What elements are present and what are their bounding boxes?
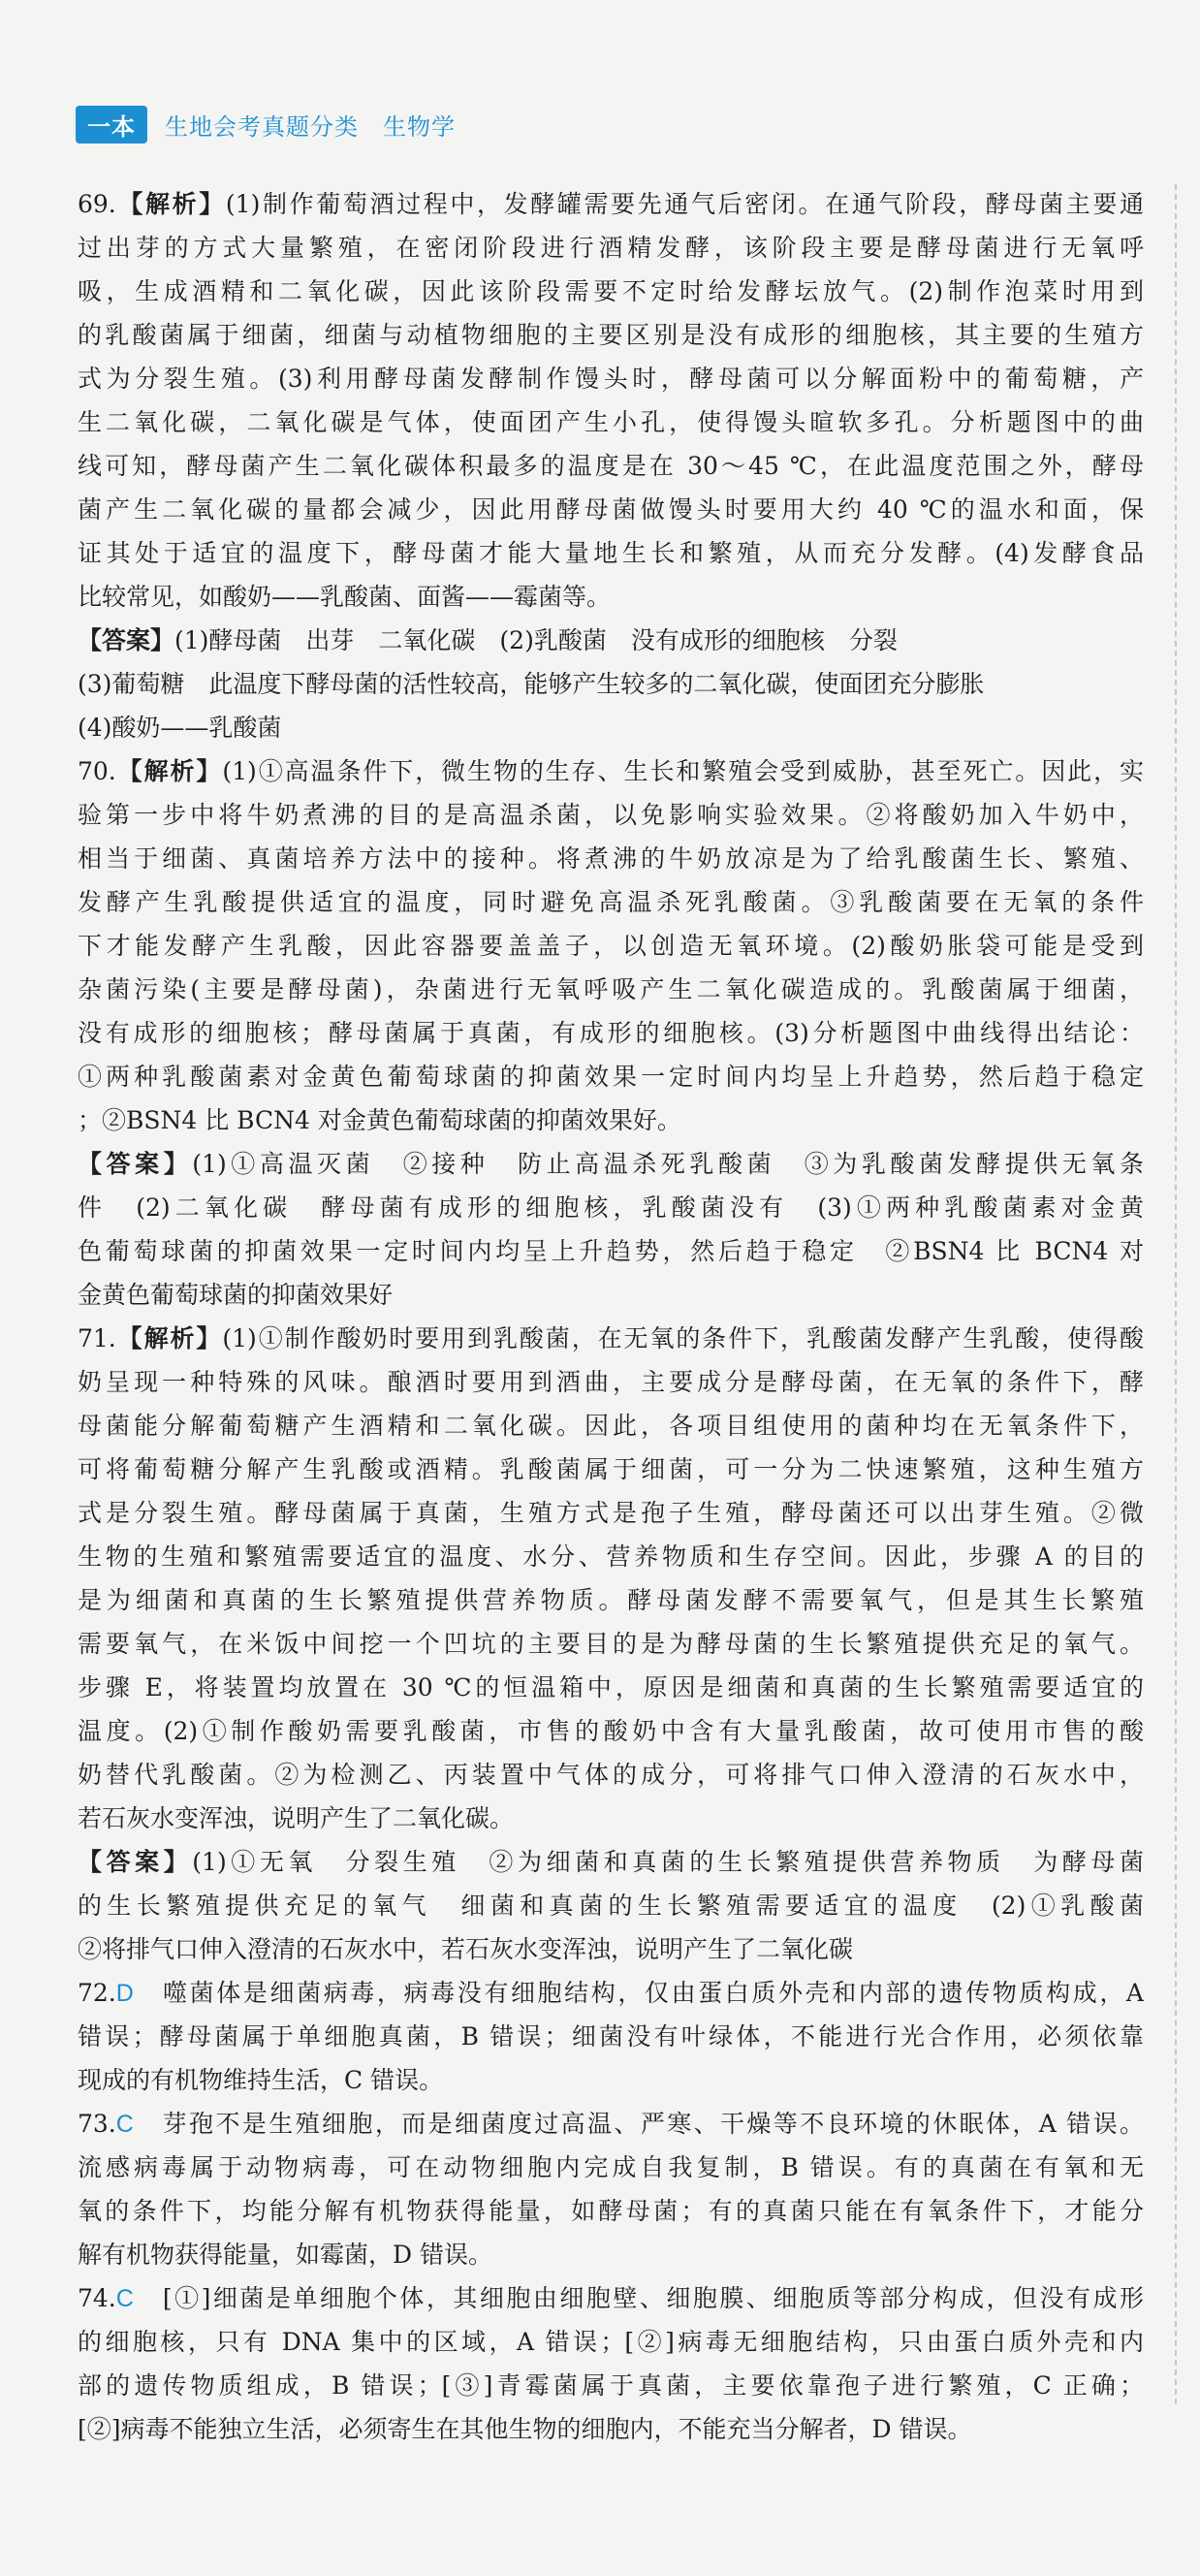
answer-line: 【答案】(1)①高温灭菌 ②接种 防止高温杀死乳酸菌 ③为乳酸菌发酵提供无氧条 [78,1150,1144,1178]
dashed-margin-line [1175,184,1177,2404]
answer-content [78,182,1144,2451]
analysis-line: 可将葡萄糖分解产生乳酸或酒精。乳酸菌属于细菌，可一分为二快速繁殖，这种生殖方 [78,1455,1144,1483]
answer-line: 部的遗传物质组成，B 错误；[③]青霉菌属于真菌，主要依靠孢子进行繁殖，C 正确； [78,2371,1144,2400]
question-73 [78,2102,1144,2276]
question-74 [78,2276,1144,2451]
answer-option: D [115,1980,134,2007]
analysis-line: 相当于细菌、真菌培养方法中的接种。将煮沸的牛奶放凉是为了给乳酸菌生长、繁殖、 [78,844,1144,873]
question-71 [78,1317,1144,1971]
analysis-line: 式为分裂生殖。(3)利用酵母菌发酵制作馒头时，酵母菌可以分解面粉中的葡萄糖，产 [78,365,1144,393]
analysis-line: 若石灰水变浑浊，说明产生了二氧化碳。 [78,1804,515,1832]
answer-line: (4)酸奶——乳酸菌 [78,714,282,742]
answer-line: 74.C [①]细菌是单细胞个体，其细胞由细胞壁、细胞膜、细胞质等部分构成，但没有成形 [78,2284,1144,2312]
analysis-line: 没有成形的细胞核；酵母菌属于真菌，有成形的细胞核。(3)分析题图中曲线得出结论： [78,1019,1144,1047]
answer-line: 现成的有机物维持生活，C 错误。 [78,2066,444,2094]
analysis-line: 线可知，酵母菌产生二氧化碳体积最多的温度是在 30～45 ℃，在此温度范围之外，酵母 [78,452,1144,480]
analysis-tag: 【解析】 [115,757,223,785]
book-title: 生地会考真题分类 生物学 [165,112,456,141]
question-69 [78,182,1144,749]
analysis-line: 的乳酸菌属于细菌，细菌与动植物细胞的主要区别是没有成形的细胞核，其主要的生殖方 [78,321,1144,349]
analysis-line: 杂菌污染(主要是酵母菌)，杂菌进行无氧呼吸产生二氧化碳造成的。乳酸菌属于细菌， [78,975,1144,1003]
answer-line: (3)葡萄糖 此温度下酵母菌的活性较高，能够产生较多的二氧化碳，使面团充分膨胀 [78,670,985,698]
analysis-line: 生物的生殖和繁殖需要适宜的温度、水分、营养物质和生存空间。因此，步骤 A 的目的 [78,1542,1144,1571]
analysis-line: 菌产生二氧化碳的量都会减少，因此用酵母菌做馒头时要用大约 40 ℃的温水和面，保 [78,495,1144,524]
answer-line: 氧的条件下，均能分解有机物获得能量，如酵母菌；有的真菌只能在有氧条件下，才能分 [78,2197,1144,2225]
analysis-line: 证其处于适宜的温度下，酵母菌才能大量地生长和繁殖，从而充分发酵。(4)发酵食品 [78,539,1144,567]
answer-line: 的细胞核，只有 DNA 集中的区域，A 错误；[②]病毒无细胞结构，只由蛋白质外壳和内 [78,2328,1144,2356]
publisher-logo: 一本 [76,106,147,143]
analysis-line: 步骤 E，将装置均放置在 30 ℃的恒温箱中，原因是细菌和真菌的生长繁殖需要适宜的 [78,1673,1144,1701]
analysis-line: 过出芽的方式大量繁殖，在密闭阶段进行酒精发酵，该阶段主要是酵母菌进行无氧呼 [78,234,1144,262]
answer-tag: 【答案】 [78,1150,193,1178]
answer-line: 错误；酵母菌属于单细胞真菌，B 错误；细菌没有叶绿体，不能进行光合作用，必须依靠 [78,2022,1144,2051]
analysis-line: 奶替代乳酸菌。②为检测乙、丙装置中气体的成分，可将排气口伸入澄清的石灰水中， [78,1761,1144,1789]
analysis-line: ；②BSN4 比 BCN4 对金黄色葡萄球菌的抑菌效果好。 [78,1106,681,1134]
answer-tag: 【答案】 [78,626,175,654]
question-number: 69. [78,190,116,218]
answer-line: 【答案】(1)酵母菌 出芽 二氧化碳 (2)乳酸菌 没有成形的细胞核 分裂 [78,626,898,654]
answer-line: 73.C 芽孢不是生殖细胞，而是细菌度过高温、严寒、干燥等不良环境的休眠体，A 错误。 [78,2110,1144,2138]
question-number: 71. [78,1324,116,1352]
answer-line: 【答案】(1)①无氧 分裂生殖 ②为细菌和真菌的生长繁殖提供营养物质 为酵母菌 [78,1848,1144,1876]
analysis-line: 71.【解析】(1)①制作酸奶时要用到乳酸菌，在无氧的条件下，乳酸菌发酵产生乳酸，使得酸 [78,1324,1144,1352]
answer-line: 解有机物获得能量，如霉菌，D 错误。 [78,2241,492,2269]
answer-option: C [115,2285,134,2312]
analysis-line: 母菌能分解葡萄糖产生酒精和二氧化碳。因此，各项目组使用的菌种均在无氧条件下， [78,1412,1144,1440]
answer-line: [②]病毒不能独立生活，必须寄生在其他生物的细胞内，不能充当分解者，D 错误。 [78,2415,972,2443]
analysis-line: 下才能发酵产生乳酸，因此容器要盖盖子，以创造无氧环境。(2)酸奶胀袋可能是受到 [78,932,1144,960]
question-72 [78,1971,1144,2102]
question-number: 73. [78,2110,116,2138]
analysis-line: 是为细菌和真菌的生长繁殖提供营养物质。酵母菌发酵不需要氧气，但是其生长繁殖 [78,1586,1144,1614]
page-header [76,105,456,143]
analysis-line: 比较常见，如酸奶——乳酸菌、面酱——霉菌等。 [78,583,612,611]
analysis-tag: 【解析】 [115,1324,223,1352]
analysis-line: 式是分裂生殖。酵母菌属于真菌，生殖方式是孢子生殖，酵母菌还可以出芽生殖。②微 [78,1499,1144,1527]
analysis-line: 奶呈现一种特殊的风味。酿酒时要用到酒曲，主要成分是酵母菌，在无氧的条件下，酵 [78,1368,1144,1396]
answer-tag: 【答案】 [78,1848,193,1876]
analysis-line: 温度。(2)①制作酸奶需要乳酸菌，市售的酸奶中含有大量乳酸菌，故可使用市售的酸 [78,1717,1144,1745]
analysis-line: 验第一步中将牛奶煮沸的目的是高温杀菌，以免影响实验效果。②将酸奶加入牛奶中， [78,801,1144,829]
question-number: 70. [78,757,116,785]
question-number: 74. [78,2284,116,2312]
question-70 [78,749,1144,1317]
answer-line: 流感病毒属于动物病毒，可在动物细胞内完成自我复制，B 错误。有的真菌在有氧和无 [78,2153,1144,2181]
analysis-line: 生二氧化碳，二氧化碳是气体，使面团产生小孔，使得馒头暄软多孔。分析题图中的曲 [78,408,1144,436]
analysis-line: 发酵产生乳酸提供适宜的温度，同时避免高温杀死乳酸菌。③乳酸菌要在无氧的条件 [78,888,1144,916]
analysis-line: 需要氧气，在米饭中间挖一个凹坑的主要目的是为酵母菌的生长繁殖提供充足的氧气。 [78,1630,1144,1658]
analysis-line: 吸，生成酒精和二氧化碳，因此该阶段需要不定时给发酵坛放气。(2)制作泡菜时用到 [78,277,1144,305]
question-number: 72. [78,1979,116,2007]
analysis-line: 70.【解析】(1)①高温条件下，微生物的生存、生长和繁殖会受到威胁，甚至死亡。因此，实 [78,757,1144,785]
answer-option: C [115,2111,134,2138]
answer-line: 金黄色葡萄球菌的抑菌效果好 [78,1281,394,1309]
analysis-line: ①两种乳酸菌素对金黄色葡萄球菌的抑菌效果一定时间内均呈上升趋势，然后趋于稳定 [78,1063,1144,1091]
analysis-line: 69.【解析】(1)制作葡萄酒过程中，发酵罐需要先通气后密闭。在通气阶段，酵母菌主要通 [78,190,1144,218]
analysis-tag: 【解析】 [115,190,226,218]
answer-line: 色葡萄球菌的抑菌效果一定时间内均呈上升趋势，然后趋于稳定 ②BSN4 比 BCN4 对 [78,1237,1144,1265]
answer-line: ②将排气口伸入澄清的石灰水中，若石灰水变浑浊，说明产生了二氧化碳 [78,1935,854,1963]
answer-line: 72.D 噬菌体是细菌病毒，病毒没有细胞结构，仅由蛋白质外壳和内部的遗传物质构成，A [78,1979,1144,2007]
answer-line: 件 (2)二氧化碳 酵母菌有成形的细胞核，乳酸菌没有 (3)①两种乳酸菌素对金黄 [78,1193,1144,1222]
answer-line: 的生长繁殖提供充足的氧气 细菌和真菌的生长繁殖需要适宜的温度 (2)①乳酸菌 [78,1892,1144,1920]
